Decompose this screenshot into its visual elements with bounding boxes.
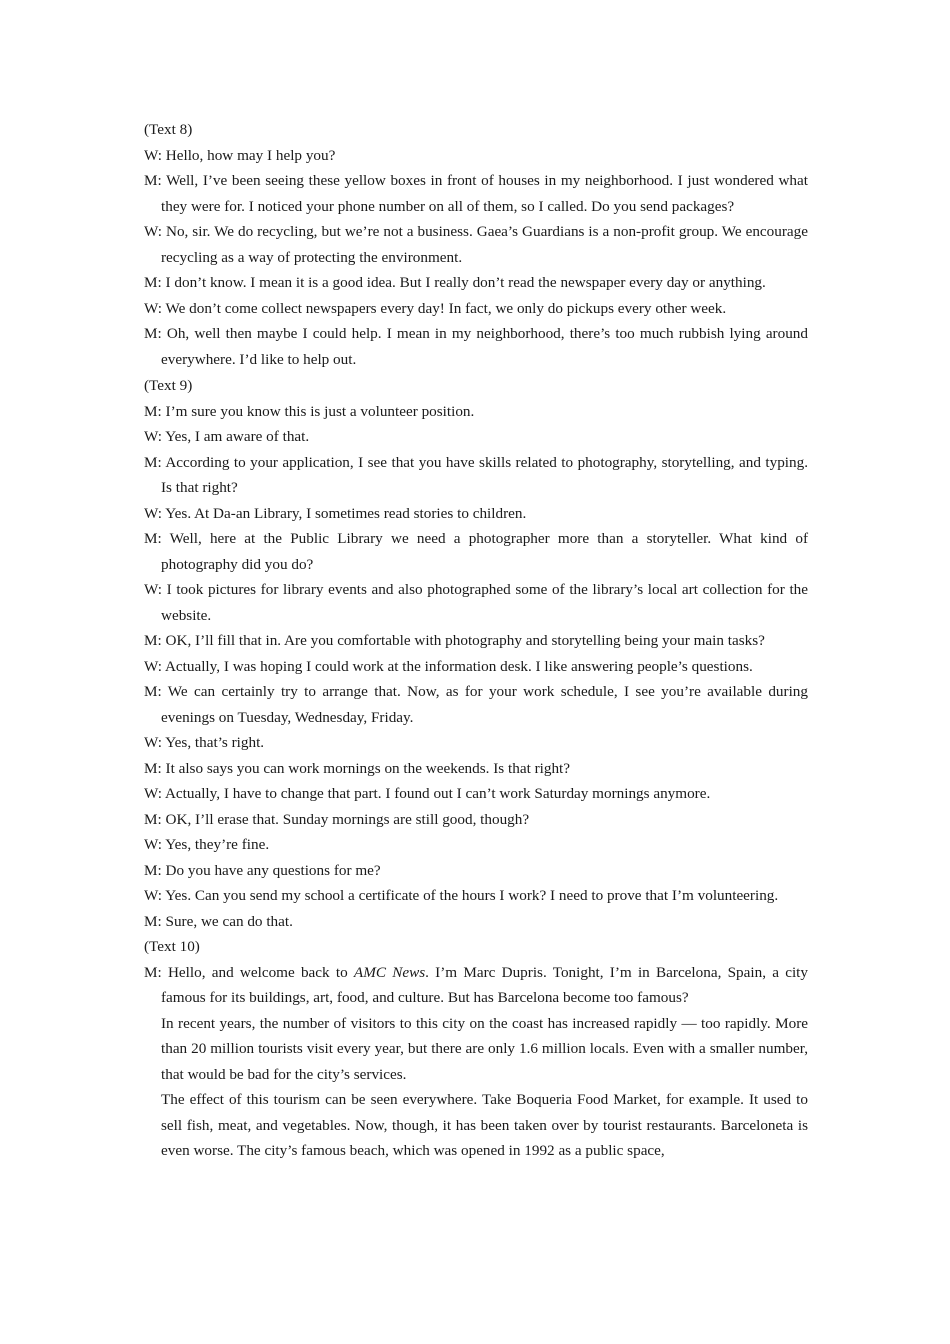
text-10-heading: (Text 10) <box>144 938 200 955</box>
dialogue-line: W: Yes, they’re fine. <box>144 836 270 853</box>
news-paragraph: The effect of this tourism can be seen everywhere. Take Boqueria Food Market, for example. It used to sell fish, meat, and vegetables. Now, though, it has been taken over by tourist restaurants. Barceloneta is even worse. The city’s famous beach, which was opened in 1992 as a public space, <box>161 1091 808 1159</box>
text-10-section <box>144 934 808 1164</box>
news-paragraph: In recent years, the number of visitors to this city on the coast has increased rapidly — too rapidly. More than 20 million tourists visit every year, but there are only 1.6 million locals. Even with a smaller number, that would be bad for the city’s services. <box>161 1014 808 1083</box>
transcript-body <box>144 117 808 1164</box>
dialogue-line: M: I don’t know. I mean it is a good idea. But I really don’t read the newspaper every day or anything. <box>144 274 766 291</box>
intro-lead-text: M: Hello, and welcome back to <box>144 963 354 981</box>
dialogue-line: M: Well, I’ve been seeing these yellow boxes in front of houses in my neighborhood. I just wondered what they were for. I noticed your phone number on all of them, so I called. Do you send packages? <box>144 172 808 215</box>
dialogue-line: W: I took pictures for library events and also photographed some of the library’s local art collection for the website. <box>144 581 808 624</box>
dialogue-line: M: Well, here at the Public Library we need a photographer more than a storyteller. What kind of photography did you do? <box>144 530 808 573</box>
news-intro-line <box>144 960 808 1011</box>
text-9-heading: (Text 9) <box>144 377 193 394</box>
dialogue-line: W: Hello, how may I help you? <box>144 146 336 164</box>
intro-tail-text: . I’m Marc Dupris. Tonight, I’m in Barcelona, Spain, a city famous for its buildings, art, food, and culture. But has Barcelona become too famous? <box>161 963 808 1006</box>
dialogue-line: M: We can certainly try to arrange that. Now, as for your work schedule, I see you’re available during evenings on Tuesday, Wednesday, Friday. <box>144 683 808 726</box>
text-9-section <box>144 373 808 934</box>
dialogue-line: M: I’m sure you know this is just a volunteer position. <box>144 402 475 420</box>
dialogue-line: W: Yes, that’s right. <box>144 734 265 751</box>
dialogue-line: M: OK, I’ll fill that in. Are you comfortable with photography and storytelling being your main tasks? <box>144 632 765 649</box>
program-name: AMC News <box>353 963 426 981</box>
text-8-heading: (Text 8) <box>144 121 193 138</box>
dialogue-line: W: Yes. Can you send my school a certificate of the hours I work? I need to prove that I’m volunteering. <box>144 887 779 904</box>
dialogue-line: W: Yes, I am aware of that. <box>144 428 310 445</box>
dialogue-line: M: According to your application, I see that you have skills related to photography, storytelling, and typing. Is that right? <box>144 453 808 496</box>
dialogue-line: W: Yes. At Da-an Library, I sometimes read stories to children. <box>144 504 527 522</box>
dialogue-line: W: We don’t come collect newspapers every day! In fact, we only do pickups every other week. <box>144 299 727 317</box>
dialogue-line: W: Actually, I was hoping I could work at the information desk. I like answering people’s questions. <box>144 657 753 675</box>
dialogue-line: M: Do you have any questions for me? <box>144 861 381 879</box>
text-8-section <box>144 117 808 372</box>
dialogue-line: W: No, sir. We do recycling, but we’re not a business. Gaea’s Guardians is a non-profit group. We encourage recycling as a way of protecting the environment. <box>144 223 808 266</box>
dialogue-line: M: Sure, we can do that. <box>144 912 293 930</box>
dialogue-line: W: Actually, I have to change that part. I found out I can’t work Saturday mornings anymore. <box>144 785 711 802</box>
dialogue-line: M: It also says you can work mornings on the weekends. Is that right? <box>144 759 571 777</box>
dialogue-line: M: Oh, well then maybe I could help. I mean in my neighborhood, there’s too much rubbish lying around everywhere. I’d like to help out. <box>144 325 808 368</box>
dialogue-line: M: OK, I’ll erase that. Sunday mornings are still good, though? <box>144 810 530 828</box>
